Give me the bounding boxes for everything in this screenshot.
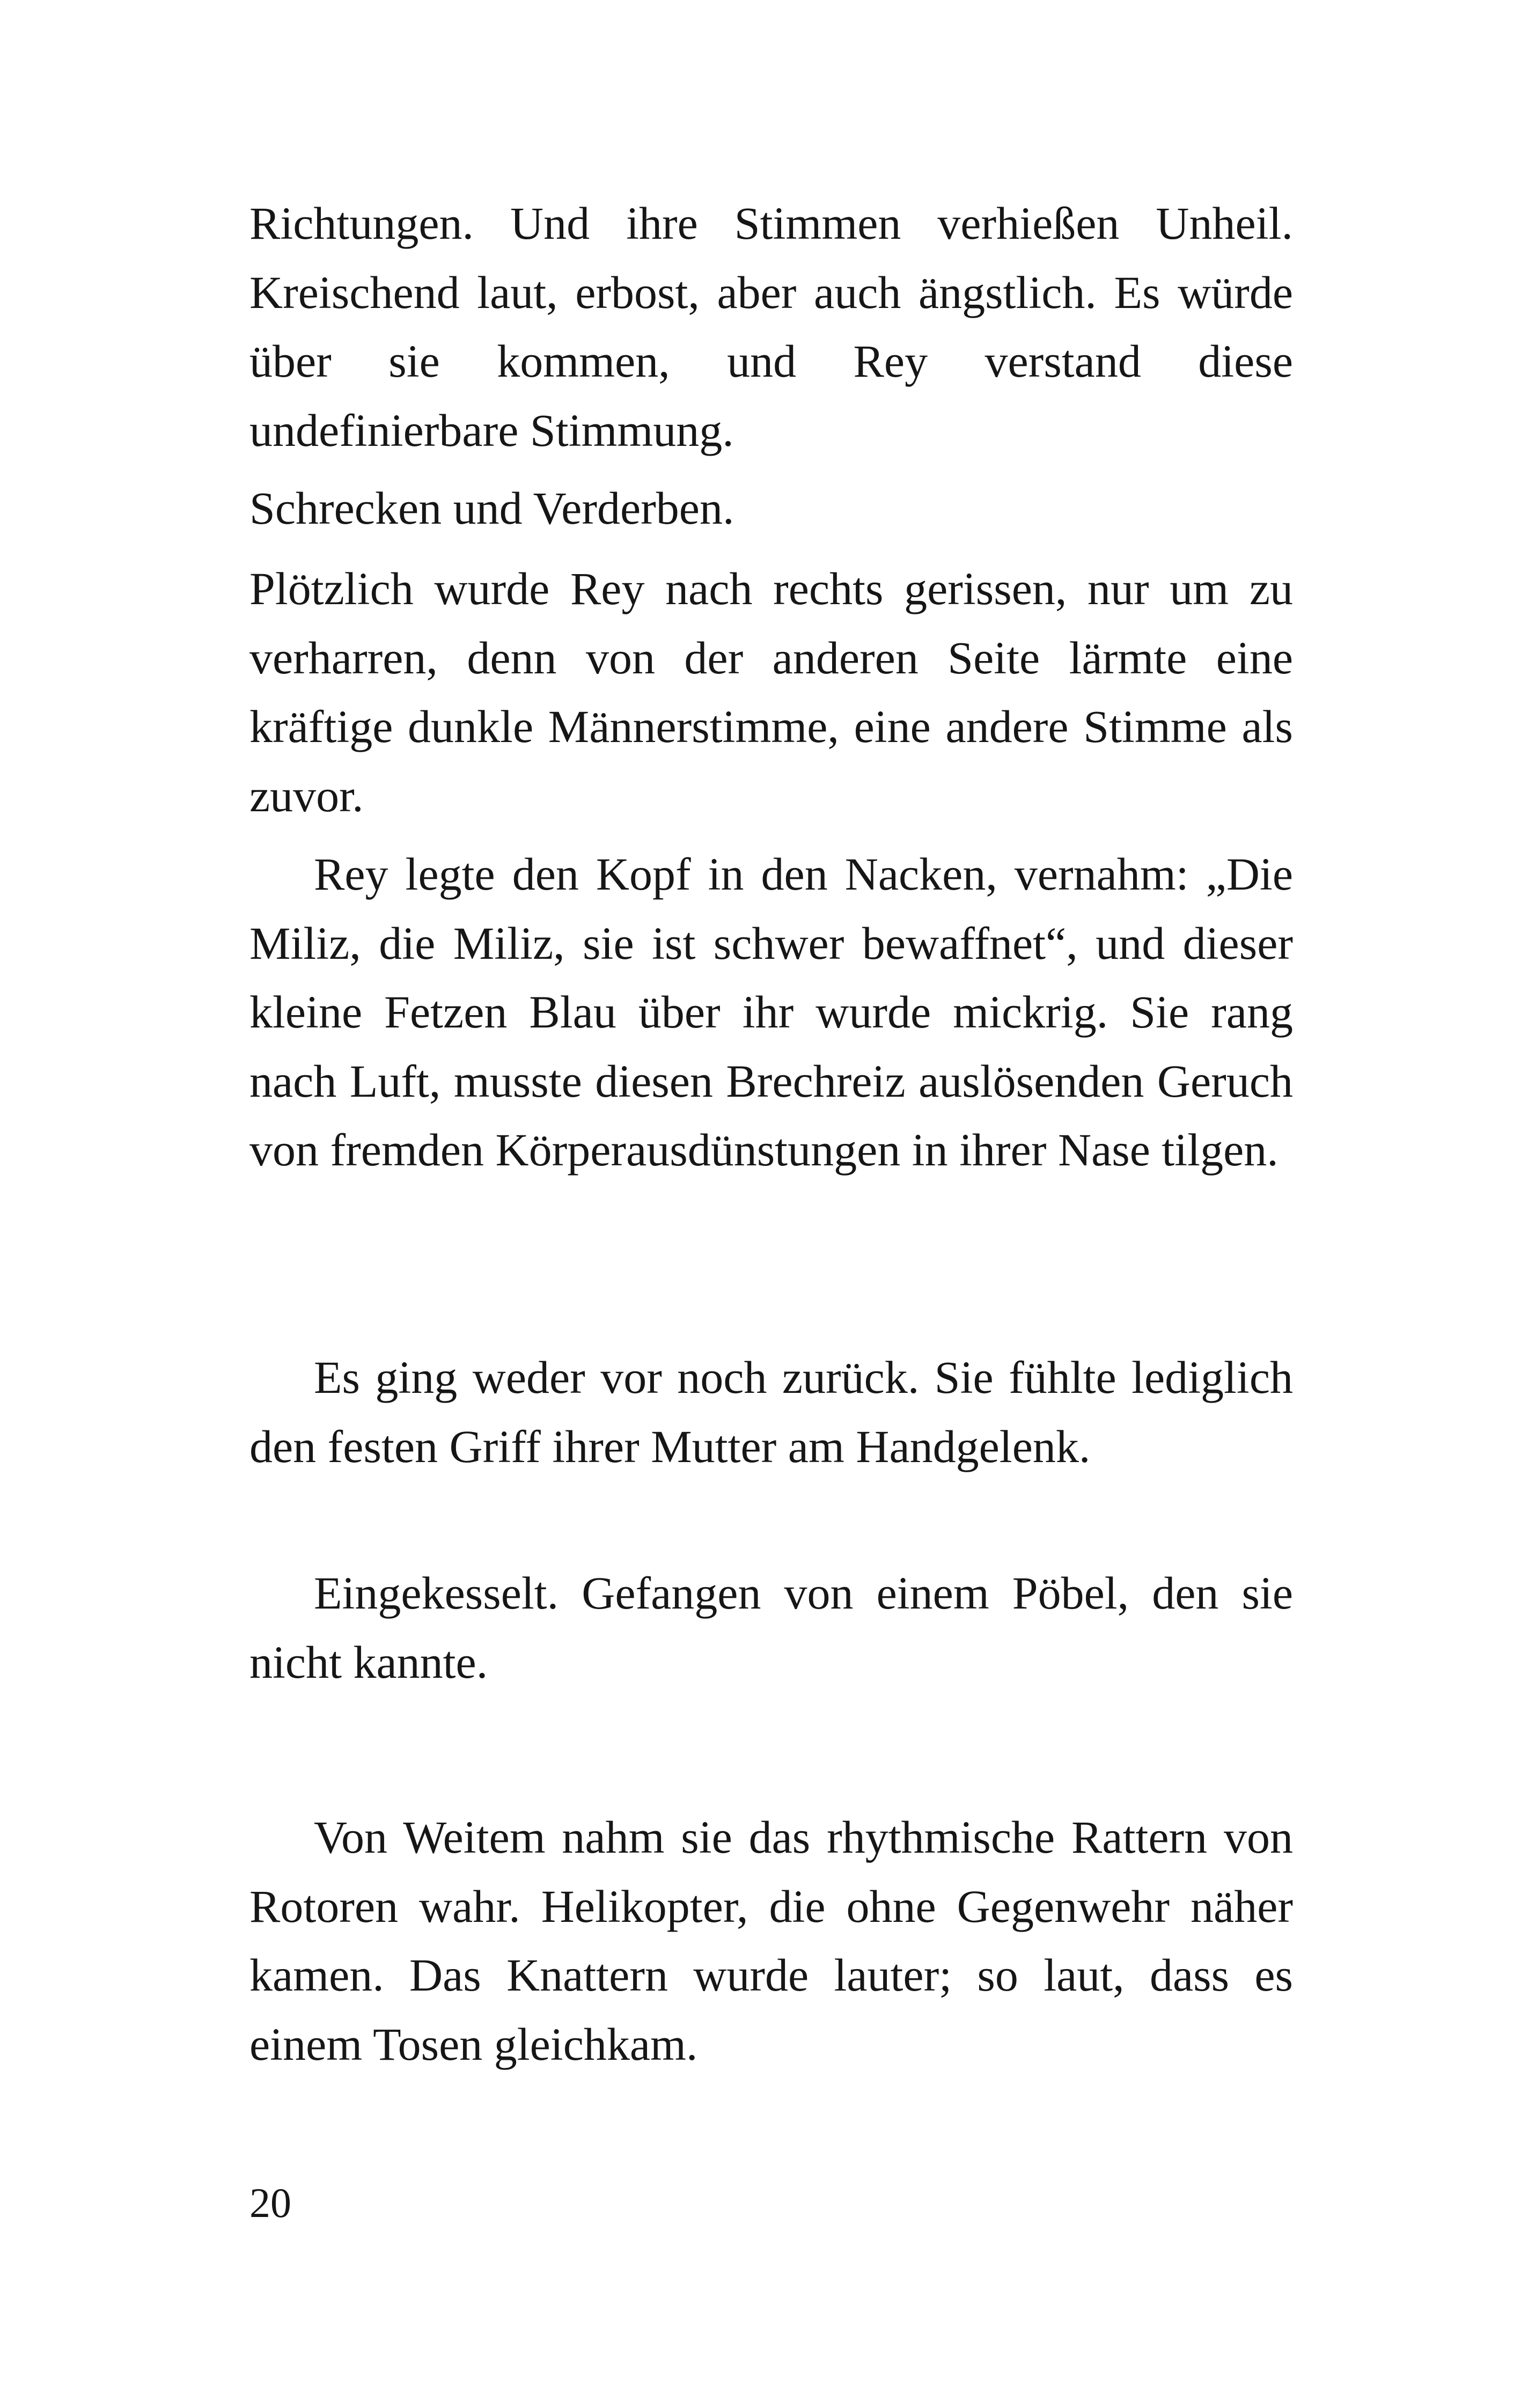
paragraph-2: Schrecken und Verderben.	[249, 482, 734, 534]
paragraph-4: Rey legte den Kopf in den Nacken, vernahm: „Die Miliz, die Miliz, sie ist schwer bewaffnet“, und dieser kleine Fetzen Blau über ihr wurde mickrig. Sie rang nach Luft, musste diesen Brechreiz auslösenden Geruch von fremden Körperausdünstungen in ihrer Nase tilgen.	[249, 848, 1293, 1176]
paragraph-1: Richtungen. Und ihre Stimmen verhießen Unheil. Kreischend laut, erbost, aber auch ängstlich. Es würde über sie kommen, und Rey verstand diese undefinierbare Stimmung.	[249, 197, 1293, 456]
paragraph-3: Plötzlich wurde Rey nach rechts gerissen, nur um zu verharren, denn von der anderen Seite lärmte eine kräftige dunkle Männerstimme, eine andere Stimme als zuvor.	[249, 563, 1293, 821]
page-number: 20	[249, 2179, 291, 2226]
paragraph-7: Von Weitem nahm sie das rhythmische Rattern von Rotoren wahr. Helikopter, die ohne Gegenwehr näher kamen. Das Knattern wurde lauter; so laut, dass es einem Tosen gleichkam.	[249, 1811, 1293, 2070]
paragraph-6: Eingekesselt. Gefangen von einem Pöbel, den sie nicht kannte.	[249, 1567, 1293, 1688]
paragraph-5: Es ging weder vor noch zurück. Sie fühlte lediglich den festen Griff ihrer Mutter am Handgelenk.	[249, 1352, 1293, 1472]
